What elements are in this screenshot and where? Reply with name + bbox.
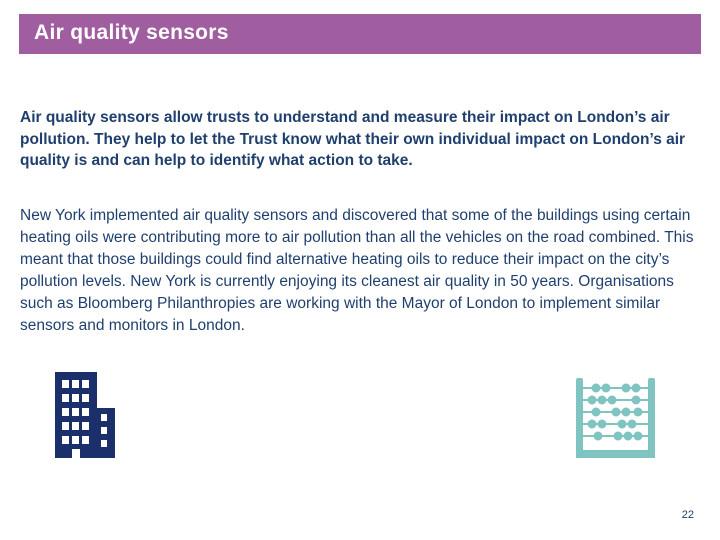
body-paragraph: New York implemented air quality sensors and discovered that some of the buildings using certain heating oils were contributing more to air pollution than all the vehicles on the road combined. This meant that those buildings could find alternative heating oils to reduce their impact on the city’s pollution levels. New York is currently enjoying its cleanest air quality in 50 years. Organisations such as Bloomberg Philanthropies are working with the Mayor of London to implement similar sensors and monitors in London. xyxy=(20,207,694,334)
title-bar xyxy=(19,14,701,54)
building-icon xyxy=(52,370,116,460)
page-title: Air quality sensors xyxy=(34,21,229,44)
intro-paragraph: Air quality sensors allow trusts to understand and measure their impact on London’s air pollution. They help to let the Trust know what their own individual impact on London’s air quality is and can help to identify what action to take. xyxy=(20,109,686,169)
abacus-icon xyxy=(574,378,660,460)
page-number: 22 xyxy=(681,509,694,521)
